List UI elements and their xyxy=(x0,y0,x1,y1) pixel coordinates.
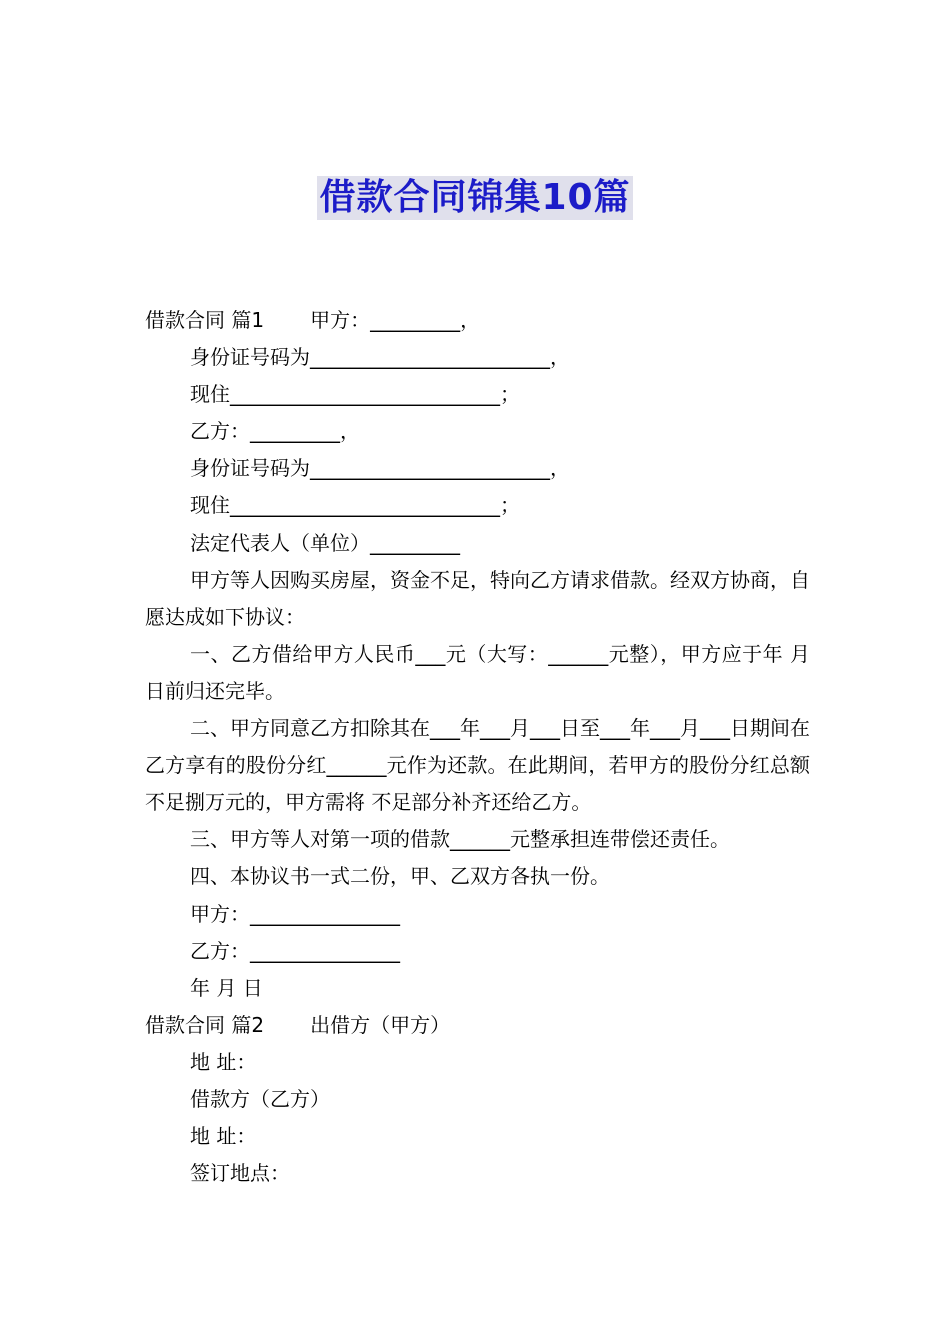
borrower-line: 借款方（乙方） xyxy=(190,1086,330,1111)
address-line: 现住___________________________； xyxy=(190,493,520,518)
party-b-line: 乙方：_________， xyxy=(190,419,360,444)
signing-place-line: 签订地点： xyxy=(190,1161,290,1186)
section-heading-2 xyxy=(145,1007,810,1044)
address-line: 地 址： xyxy=(190,1049,257,1074)
paragraph: 甲方等人因购买房屋，资金不足，特向乙方请求借款。经双方协商，自愿达成如下协议： xyxy=(145,567,810,629)
clause-4: 四、本协议书一式二份，甲、乙双方各执一份。 xyxy=(190,864,610,889)
document-body xyxy=(145,302,810,1192)
clause-2: 二、甲方同意乙方扣除其在___年___月___日至___年___月___日期间在乙方享有的股份分红______元作为还款。在此期间，若甲方的股份分红总额不足捌万元的，甲方需将 不足部分补齐还给乙方。 xyxy=(145,716,810,815)
section-label: 借款合同 篇1 xyxy=(145,308,265,332)
section-label: 借款合同 篇2 xyxy=(145,1012,265,1037)
title-container xyxy=(0,176,950,220)
date-line: 年 月 日 xyxy=(190,975,263,1000)
signature-party-b: 乙方：_______________ xyxy=(190,938,400,963)
address-line: 现住___________________________； xyxy=(190,382,520,407)
lender-line: 出借方（甲方） xyxy=(310,1012,451,1037)
address-line: 地 址： xyxy=(190,1124,257,1149)
id-number-line: 身份证号码为________________________， xyxy=(190,456,570,481)
party-a-line: 甲方：_________， xyxy=(310,308,481,332)
legal-representative-line: 法定代表人（单位）_________ xyxy=(190,530,460,555)
section-heading-1 xyxy=(145,302,810,339)
document-title: 借款合同锦集10篇 xyxy=(319,177,631,218)
clause-1: 一、乙方借给甲方人民币___元（大写：______元整），甲方应于年 月 日前归还完毕。 xyxy=(145,641,810,703)
signature-party-a: 甲方：_______________ xyxy=(190,901,400,926)
id-number-line: 身份证号码为________________________， xyxy=(190,345,570,370)
clause-3: 三、甲方等人对第一项的借款______元整承担连带偿还责任。 xyxy=(190,827,730,852)
